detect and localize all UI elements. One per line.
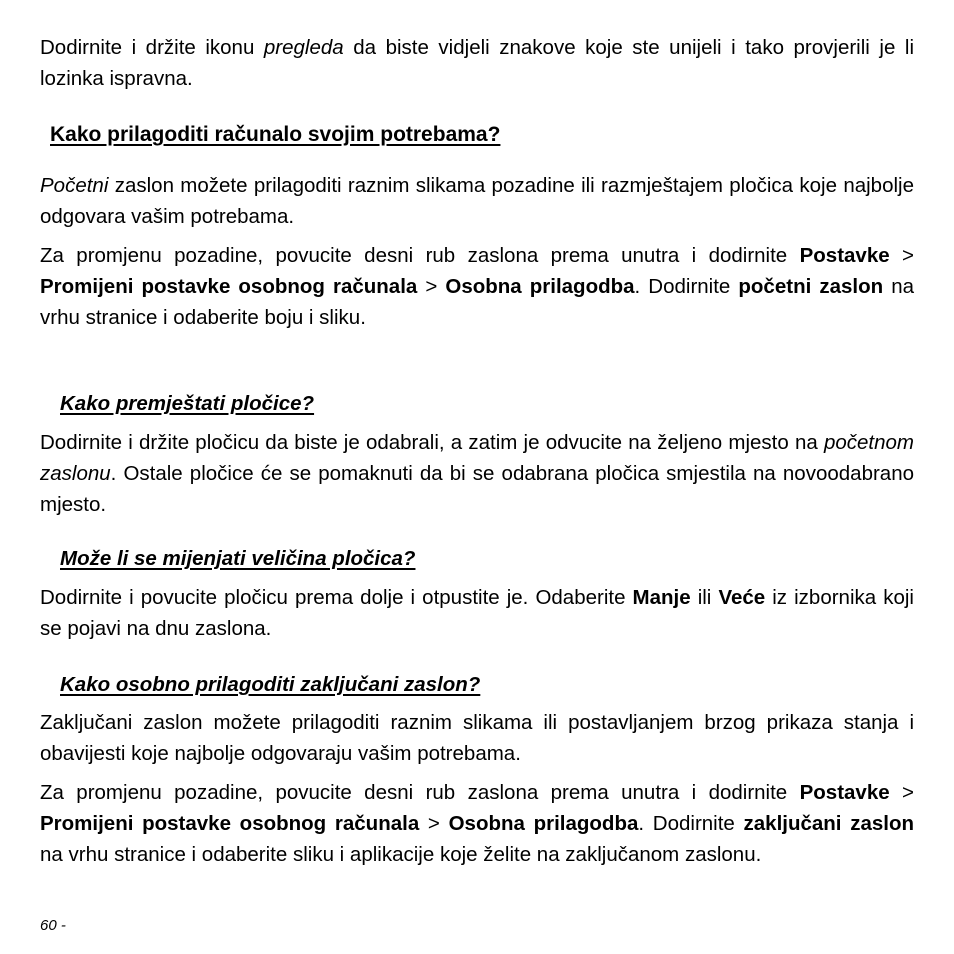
lock-background-paragraph — [40, 777, 914, 870]
bold-term: Postavke — [799, 244, 890, 267]
text-run: > — [417, 275, 446, 298]
bold-term: Promijeni postavke osobnog računala — [40, 812, 420, 835]
bold-term: Veće — [718, 586, 766, 609]
bold-term: Manje — [632, 586, 691, 609]
lock-screen-paragraph — [40, 707, 914, 769]
page-number: 60 - — [40, 917, 66, 934]
text-run: iz izbornika koji se pojavi na dnu zaslona. — [40, 586, 914, 640]
text-run: da biste vidjeli znakove koje ste unijeli i tako provjerili je li lozinka ispravna. — [40, 36, 914, 90]
bold-term: početni zaslon — [738, 275, 884, 298]
text-run: . Dodirnite — [638, 812, 744, 835]
text-run: Dodirnite i držite ikonu — [40, 36, 264, 59]
italic-term: pregleda — [263, 36, 344, 59]
text-run: Dodirnite i povucite pločicu prema dolje i otpustite je. Odaberite — [40, 586, 633, 609]
bold-term: Osobna prilagodba — [448, 812, 639, 835]
section-heading: Kako prilagoditi računalo svojim potrebama? — [50, 123, 501, 146]
subsection-heading-move: Kako premještati pločice? — [60, 392, 315, 415]
bold-term: Osobna prilagodba — [445, 275, 635, 298]
text-run: zaslon možete prilagoditi raznim slikama pozadine ili razmještajem pločica koje najbolje odgovara vašim potrebama. — [40, 174, 914, 228]
italic-term: početnom zaslonu — [40, 431, 914, 485]
bold-term: zaključani zaslon — [743, 812, 914, 835]
subsection-heading-lock: Kako osobno prilagoditi zaključani zaslon? — [60, 673, 481, 696]
text-run: Dodirnite i držite pločicu da biste je odabrali, a zatim je odvucite na željeno mjesto na — [40, 431, 824, 454]
bold-term: Promijeni postavke osobnog računala — [40, 275, 418, 298]
italic-term: Početni — [40, 174, 109, 197]
text-run: . Dodirnite — [634, 275, 739, 298]
text-run: Za promjenu pozadine, povucite desni rub zaslona prema unutra i dodirnite — [40, 244, 800, 267]
text-run: . Ostale pločice će se pomaknuti da bi se odabrana pločica smjestila na novoodabrano mjesto. — [40, 462, 914, 516]
text-run: > — [889, 244, 914, 267]
text-run: Za promjenu pozadine, povucite desni rub zaslona prema unutra i dodirnite — [40, 781, 800, 804]
bold-term: Postavke — [799, 781, 890, 804]
resize-tiles-paragraph — [40, 582, 914, 644]
text-run: Zaključani zaslon možete prilagoditi raznim slikama ili postavljanjem brzog prikaza stanja i obavijesti koje najbolje odgovaraju vašim potrebama. — [40, 711, 914, 765]
text-run: > — [889, 781, 914, 804]
subsection-heading-resize: Može li se mijenjati veličina pločica? — [60, 547, 416, 570]
text-run: > — [419, 812, 449, 835]
text-run: ili — [690, 586, 719, 609]
text-run: na vrhu stranice i odaberite boju i sliku. — [40, 275, 914, 329]
move-tiles-paragraph — [40, 427, 914, 520]
start-screen-paragraph — [40, 170, 914, 232]
intro-paragraph — [40, 32, 914, 94]
text-run: na vrhu stranice i odaberite sliku i aplikacije koje želite na zaključanom zaslonu. — [40, 843, 762, 866]
background-paragraph — [40, 240, 914, 333]
